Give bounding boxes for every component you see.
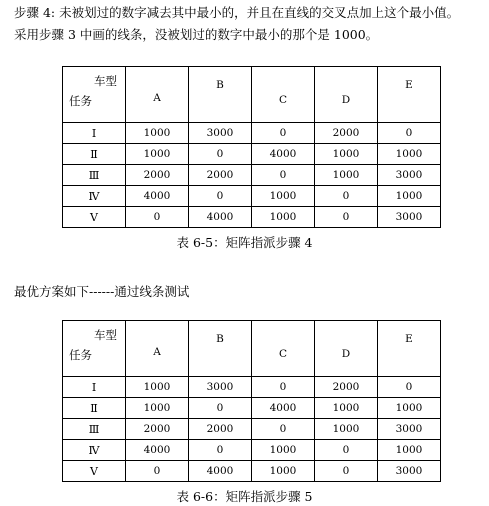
corner-task-label: 任务 xyxy=(69,94,92,108)
table-row xyxy=(63,419,441,440)
table-row xyxy=(63,165,441,186)
row-label: Ⅱ xyxy=(63,398,126,419)
assignment-matrix-table-2 xyxy=(62,320,441,482)
matrix-cell: 1000 xyxy=(126,144,189,165)
matrix-cell: 1000 xyxy=(252,461,315,482)
matrix-cell: 1000 xyxy=(315,144,378,165)
row-label: Ⅲ xyxy=(63,165,126,186)
row-label: Ⅳ xyxy=(63,440,126,461)
matrix-cell: 1000 xyxy=(378,144,441,165)
matrix-cell: 3000 xyxy=(189,377,252,398)
matrix-cell: 4000 xyxy=(126,440,189,461)
matrix-cell: 0 xyxy=(126,461,189,482)
matrix-cell: 4000 xyxy=(189,461,252,482)
row-label: Ⅴ xyxy=(63,207,126,228)
matrix-cell: 3000 xyxy=(378,419,441,440)
matrix-cell: 3000 xyxy=(189,123,252,144)
table-row xyxy=(63,207,441,228)
column-header-d: D xyxy=(315,67,378,123)
matrix-cell: 3000 xyxy=(378,165,441,186)
matrix-cell: 1000 xyxy=(126,398,189,419)
optimal-solution-text: 最优方案如下------通过线条测试 xyxy=(14,284,190,299)
matrix-cell: 0 xyxy=(378,123,441,144)
matrix-cell: 4000 xyxy=(189,207,252,228)
matrix-cell: 1000 xyxy=(315,398,378,419)
column-header-a: A xyxy=(126,321,189,377)
table-header-row xyxy=(63,67,441,123)
matrix-cell: 2000 xyxy=(315,377,378,398)
matrix-cell: 0 xyxy=(189,144,252,165)
matrix-cell: 1000 xyxy=(378,440,441,461)
matrix-cell: 0 xyxy=(189,186,252,207)
table-caption-6-5: 表 6-5：矩阵指派步骤 4 xyxy=(176,235,313,250)
corner-vehicle-label: 车型 xyxy=(94,328,117,342)
matrix-cell: 1000 xyxy=(252,207,315,228)
row-label: Ⅳ xyxy=(63,186,126,207)
matrix-cell: 0 xyxy=(315,440,378,461)
matrix-cell: 0 xyxy=(315,461,378,482)
row-label: Ⅲ xyxy=(63,419,126,440)
table-row xyxy=(63,461,441,482)
matrix-cell: 1000 xyxy=(126,123,189,144)
matrix-cell: 0 xyxy=(252,165,315,186)
matrix-cell: 0 xyxy=(189,440,252,461)
row-label: Ⅱ xyxy=(63,144,126,165)
matrix-cell: 4000 xyxy=(252,144,315,165)
corner-vehicle-label: 车型 xyxy=(94,74,117,88)
table-header-row xyxy=(63,321,441,377)
step3-result-text: 采用步骤 3 中画的线条，没被划过的数字中最小的那个是 1000。 xyxy=(14,27,379,42)
matrix-cell: 0 xyxy=(252,419,315,440)
column-header-b: B xyxy=(189,321,252,377)
matrix-cell: 2000 xyxy=(126,165,189,186)
table-row xyxy=(63,377,441,398)
table-row xyxy=(63,123,441,144)
column-header-c: C xyxy=(252,321,315,377)
assignment-matrix-table-1 xyxy=(62,66,441,228)
matrix-cell: 2000 xyxy=(189,165,252,186)
matrix-cell: 0 xyxy=(315,207,378,228)
column-header-a: A xyxy=(126,67,189,123)
row-label: Ⅴ xyxy=(63,461,126,482)
matrix-cell: 2000 xyxy=(315,123,378,144)
matrix-cell: 0 xyxy=(252,123,315,144)
matrix-cell: 1000 xyxy=(315,419,378,440)
corner-cell xyxy=(63,67,126,123)
matrix-cell: 4000 xyxy=(126,186,189,207)
column-header-b: B xyxy=(189,67,252,123)
table-row xyxy=(63,144,441,165)
matrix-cell: 1000 xyxy=(378,186,441,207)
row-label: Ⅰ xyxy=(63,123,126,144)
matrix-cell: 2000 xyxy=(189,419,252,440)
matrix-cell: 1000 xyxy=(378,398,441,419)
matrix-cell: 1000 xyxy=(252,440,315,461)
table-row xyxy=(63,440,441,461)
matrix-cell: 4000 xyxy=(252,398,315,419)
column-header-c: C xyxy=(252,67,315,123)
matrix-cell: 3000 xyxy=(378,207,441,228)
matrix-cell: 3000 xyxy=(378,461,441,482)
matrix-cell: 0 xyxy=(126,207,189,228)
row-label: Ⅰ xyxy=(63,377,126,398)
matrix-cell: 2000 xyxy=(126,419,189,440)
table-row xyxy=(63,398,441,419)
matrix-cell: 1000 xyxy=(126,377,189,398)
matrix-cell: 1000 xyxy=(315,165,378,186)
table-row xyxy=(63,186,441,207)
column-header-d: D xyxy=(315,321,378,377)
step4-description: 步骤 4: 未被划过的数字减去其中最小的，并且在直线的交叉点加上这个最小值。 xyxy=(14,5,460,20)
matrix-cell: 0 xyxy=(189,398,252,419)
matrix-cell: 0 xyxy=(378,377,441,398)
corner-cell xyxy=(63,321,126,377)
table-caption-6-6: 表 6-6：矩阵指派步骤 5 xyxy=(176,489,313,504)
corner-task-label: 任务 xyxy=(69,348,92,362)
matrix-cell: 0 xyxy=(252,377,315,398)
matrix-cell: 1000 xyxy=(252,186,315,207)
matrix-cell: 0 xyxy=(315,186,378,207)
column-header-e: E xyxy=(378,67,441,123)
column-header-e: E xyxy=(378,321,441,377)
